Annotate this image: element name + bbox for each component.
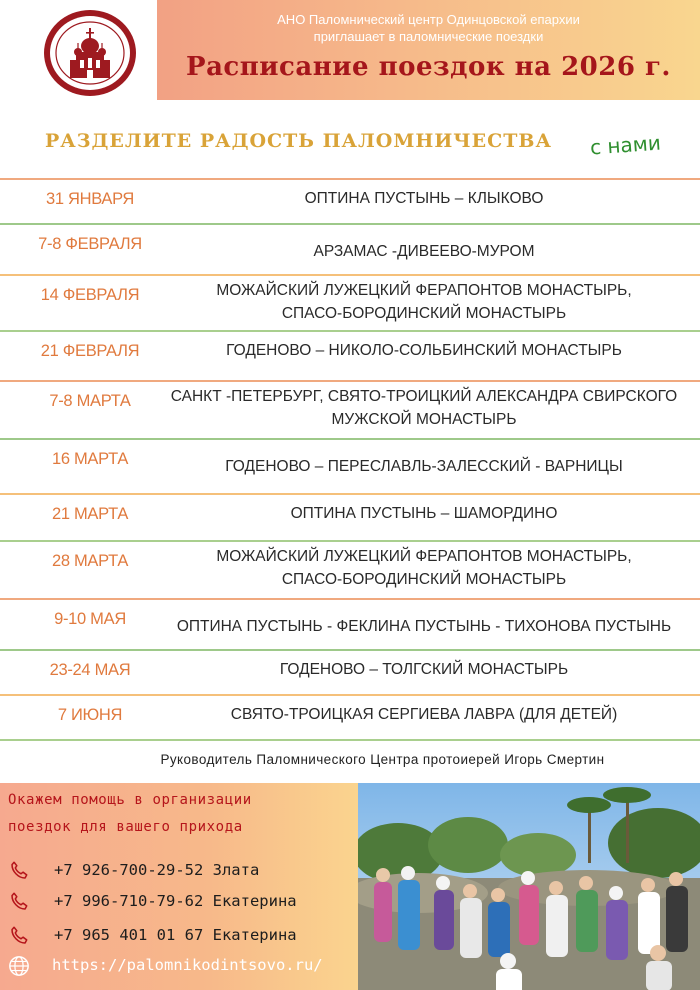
help-offer-line-1: Окажем помощь в организации	[8, 792, 252, 808]
trip-row	[0, 178, 700, 223]
pilgrimage-center-logo	[40, 8, 140, 98]
trip-destination-line: ОПТИНА ПУСТЫНЬ – ШАМОРДИНО	[290, 505, 558, 522]
website-url: https://palomnikodintsovo.ru/	[52, 956, 323, 974]
organization-line-1: АНО Паломнический центр Одинцовской епархии	[277, 12, 580, 27]
trip-row	[0, 493, 700, 540]
trip-row	[0, 694, 700, 739]
trip-row	[0, 274, 700, 330]
trip-destination-line: МОЖАЙСКИЙ ЛУЖЕЦКИЙ ФЕРАПОНТОВ МОНАСТЫРЬ,	[216, 282, 632, 299]
header-banner	[157, 0, 700, 100]
row-separator	[0, 493, 700, 495]
trip-row	[0, 649, 700, 694]
trip-destination	[150, 240, 698, 263]
row-separator	[0, 178, 700, 180]
trip-date: 23-24 МАЯ	[49, 661, 131, 679]
schedule-title: Расписание поездок на 2026 г.	[186, 52, 671, 82]
row-separator	[0, 694, 700, 696]
row-separator	[0, 274, 700, 276]
trip-date: 31 ЯНВАРЯ	[45, 190, 135, 208]
trip-destination-line: САНКТ -ПЕТЕРБУРГ, СВЯТО-ТРОИЦКИЙ АЛЕКСАНДРА СВИРСКОГО	[170, 388, 678, 405]
director-text: Руководитель Паломнического Центра протоиерей Игорь Смертин	[160, 752, 605, 767]
trip-row	[0, 540, 700, 598]
trip-date: 21 ФЕВРАЛЯ	[40, 342, 140, 360]
trip-date: 7-8 МАРТА	[49, 392, 131, 410]
trip-row	[0, 598, 700, 649]
header	[0, 0, 700, 100]
footer	[0, 783, 700, 990]
row-separator	[0, 330, 700, 332]
contact-phone-2-text: +7 996-710-79-62 Екатерина	[54, 892, 297, 910]
trip-destination	[150, 658, 698, 681]
contact-phone-1-text: +7 926-700-29-52 Злата	[54, 861, 260, 879]
pilgrims-group-photo	[358, 783, 700, 990]
trip-destination-line: АРЗАМАС -ДИВЕЕВО-МУРОМ	[313, 243, 535, 260]
globe-icon	[8, 955, 30, 977]
trip-date: 14 ФЕВРАЛЯ	[40, 286, 140, 304]
phone-icon	[8, 891, 30, 913]
row-separator	[0, 598, 700, 600]
trip-destination	[150, 545, 698, 591]
trip-destination-line: ГОДЕНОВО – НИКОЛО-СОЛЬБИНСКИЙ МОНАСТЫРЬ	[226, 342, 622, 359]
row-separator	[0, 223, 700, 225]
trip-destination	[150, 615, 698, 638]
trip-destination-line: МОЖАЙСКИЙ ЛУЖЕЦКИЙ ФЕРАПОНТОВ МОНАСТЫРЬ,	[216, 548, 632, 565]
trip-date: 21 МАРТА	[51, 505, 129, 523]
contact-phone-3-text: +7 965 401 01 67 Екатерина	[54, 926, 297, 944]
trip-destination	[150, 385, 698, 431]
row-separator	[0, 380, 700, 382]
director-line	[0, 752, 700, 767]
row-separator	[0, 649, 700, 651]
phone-icon	[8, 860, 30, 882]
organization-line-2: приглашает в паломнические поездки	[313, 29, 544, 44]
trip-date: 28 МАРТА	[51, 552, 129, 570]
trip-date: 16 МАРТА	[51, 450, 129, 468]
row-separator	[0, 739, 700, 741]
trip-destination-line: ГОДЕНОВО – ПЕРЕСЛАВЛЬ-ЗАЛЕССКИЙ - ВАРНИЦЫ	[225, 458, 623, 475]
trip-date: 7 ИЮНЯ	[57, 706, 123, 724]
phone-icon	[8, 925, 30, 947]
contact-phone-3[interactable]	[8, 925, 368, 951]
trip-destination	[150, 502, 698, 525]
trip-row	[0, 438, 700, 493]
trip-destination-line: ГОДЕНОВО – ТОЛГСКИЙ МОНАСТЫРЬ	[279, 661, 569, 678]
trip-row	[0, 330, 700, 380]
trip-destination-line: ОПТИНА ПУСТЫНЬ – КЛЫКОВО	[304, 190, 544, 207]
trip-destination	[150, 455, 698, 478]
help-offer-line-2: поездок для вашего прихода	[8, 819, 243, 835]
trip-destination-line: СПАСО-БОРОДИНСКИЙ МОНАСТЫРЬ	[281, 305, 567, 322]
row-separator	[0, 540, 700, 542]
trip-destination-line: СВЯТО-ТРОИЦКАЯ СЕРГИЕВА ЛАВРА (ДЛЯ ДЕТЕЙ)	[230, 706, 618, 723]
website-link[interactable]	[8, 955, 368, 981]
trip-destination	[150, 279, 698, 325]
slogan-tail: с нами	[589, 130, 662, 160]
contact-phone-1[interactable]	[8, 860, 368, 886]
trip-destination	[150, 187, 698, 210]
row-separator	[0, 438, 700, 440]
trip-destination	[150, 703, 698, 726]
trip-destination-line: ОПТИНА ПУСТЫНЬ - ФЕКЛИНА ПУСТЫНЬ - ТИХОНОВА ПУСТЫНЬ	[176, 618, 672, 635]
trip-row	[0, 223, 700, 274]
slogan: РАЗДЕЛИТЕ РАДОСТЬ ПАЛОМНИЧЕСТВА	[45, 130, 552, 152]
trip-row	[0, 380, 700, 438]
trip-destination	[150, 339, 698, 362]
trip-destination-line: МУЖСКОЙ МОНАСТЫРЬ	[331, 411, 517, 428]
trip-destination-line: СПАСО-БОРОДИНСКИЙ МОНАСТЫРЬ	[281, 571, 567, 588]
contact-phone-2[interactable]	[8, 891, 368, 917]
trip-date: 7-8 ФЕВРАЛЯ	[38, 235, 142, 253]
trip-date: 9-10 МАЯ	[54, 610, 126, 628]
